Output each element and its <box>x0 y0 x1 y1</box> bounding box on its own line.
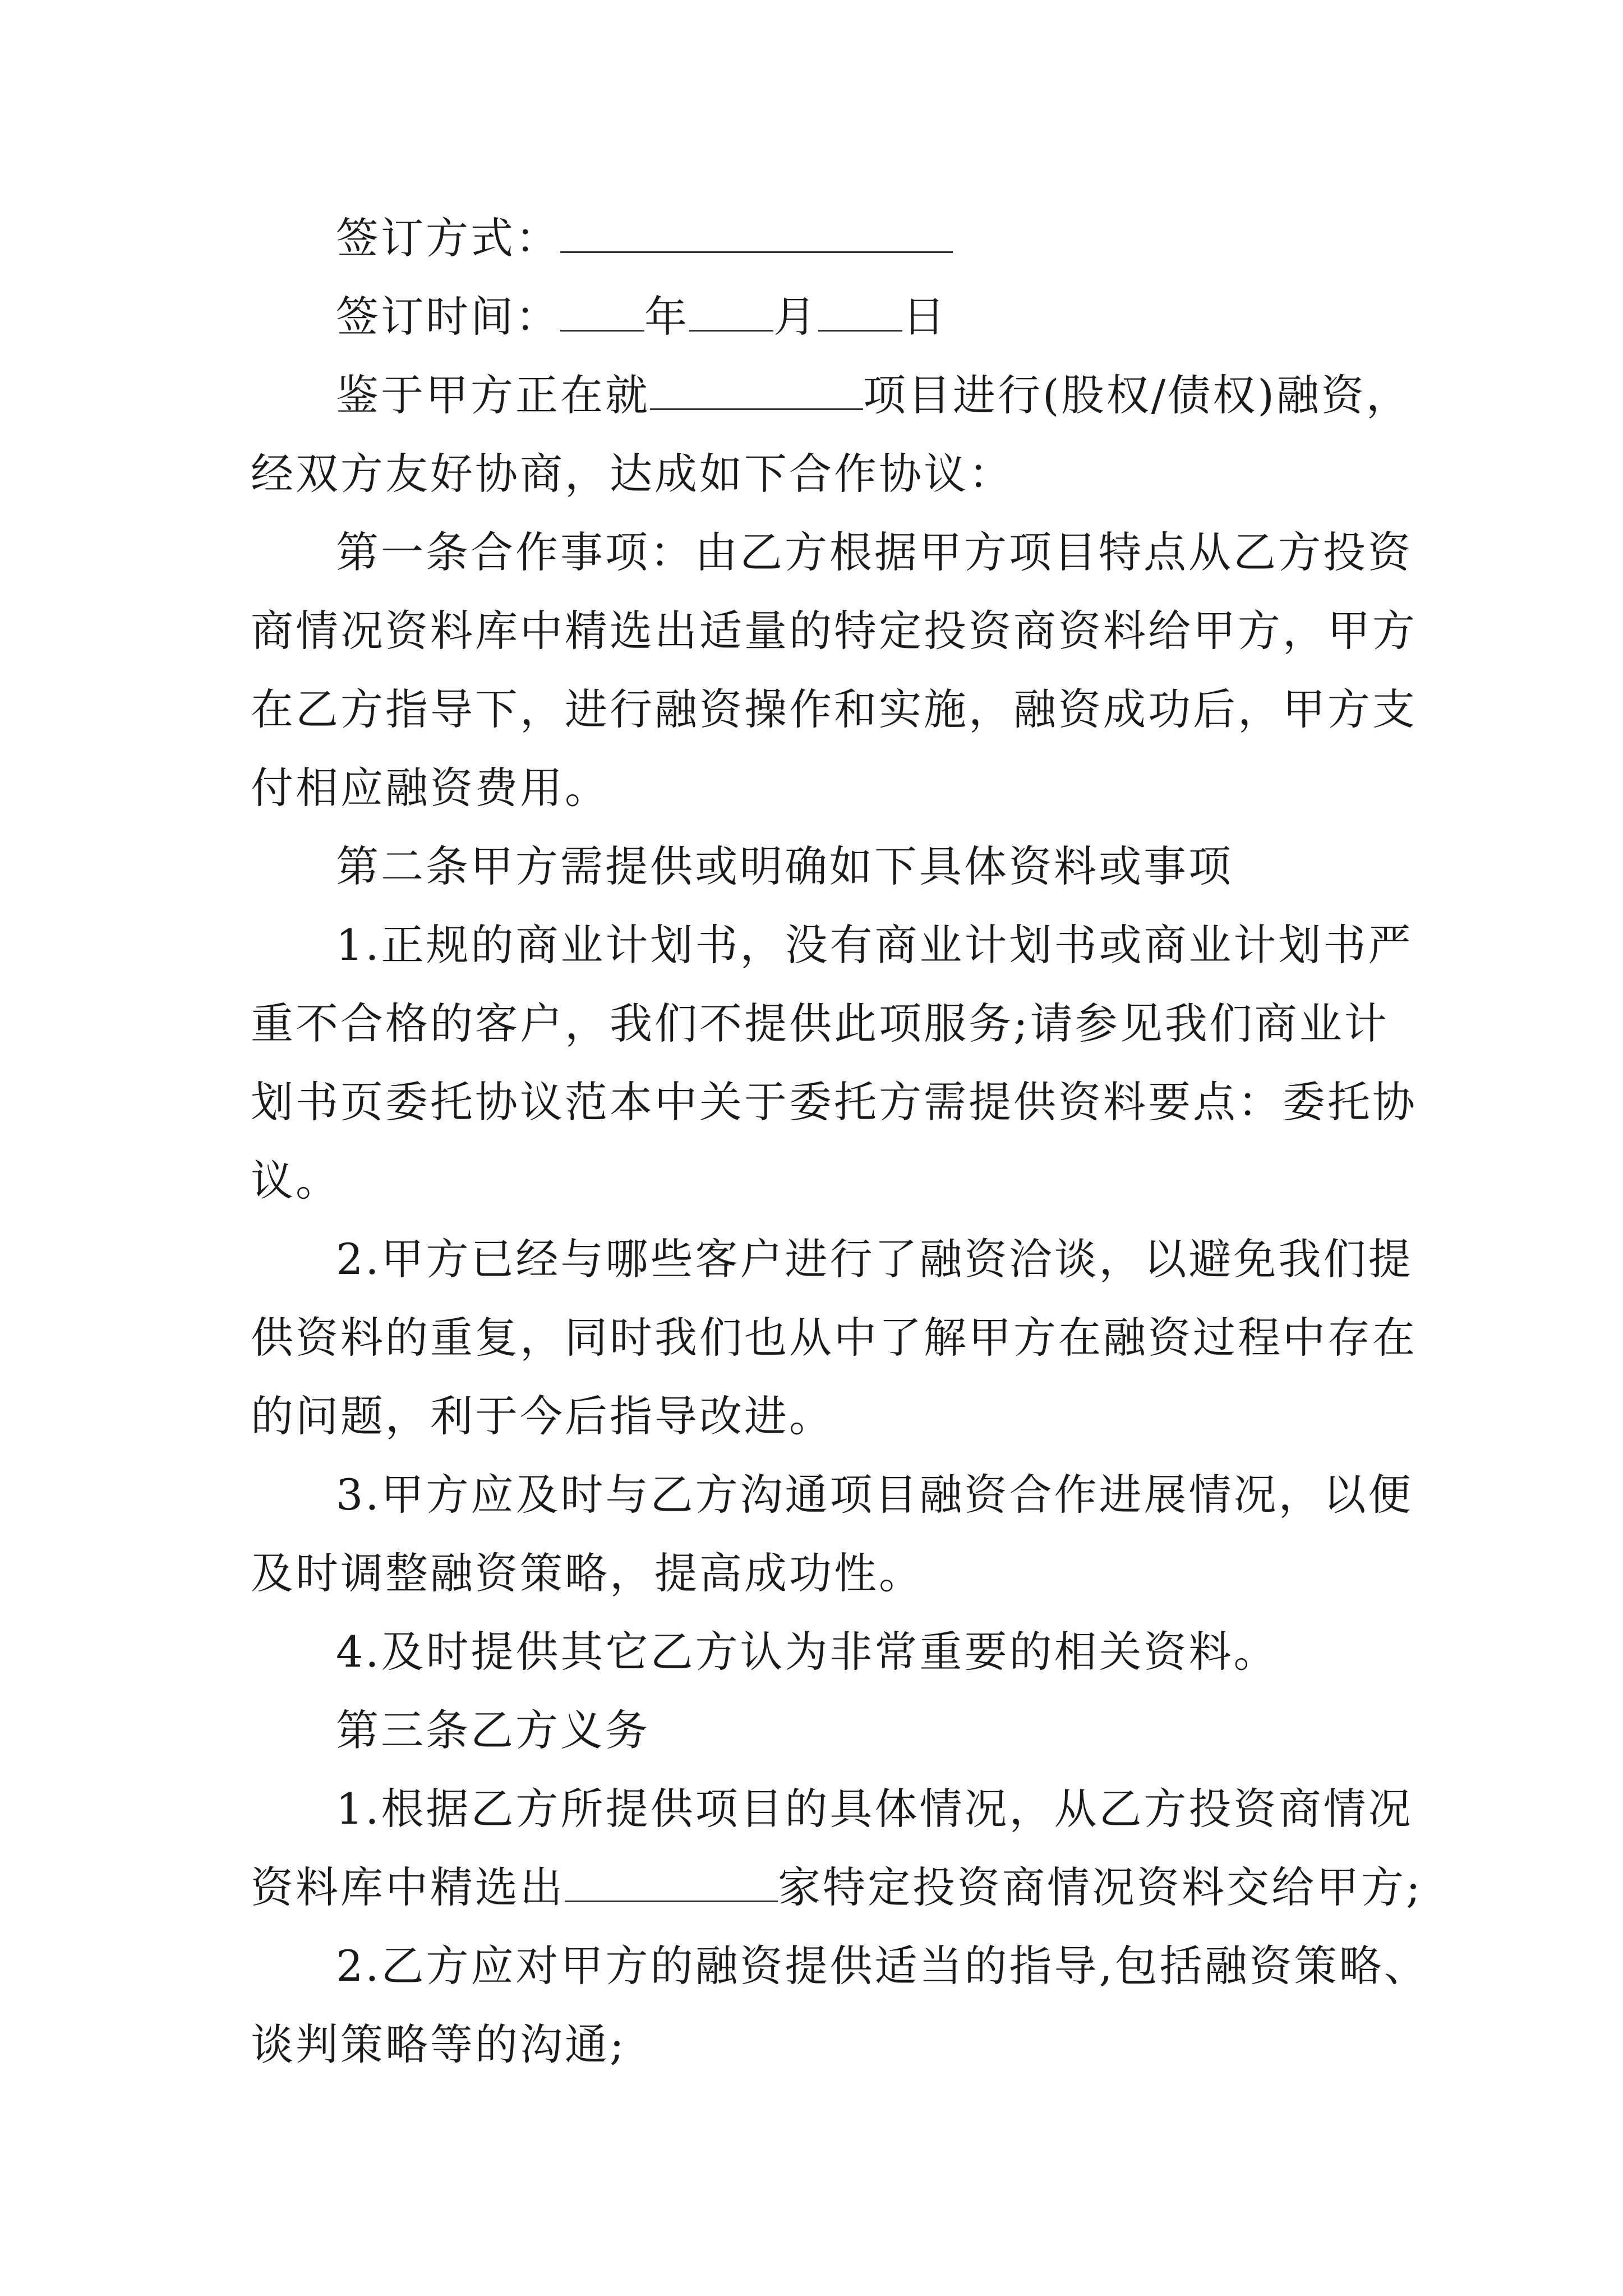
art3-item1-text-b: 资料库中精选出 <box>251 1862 565 1912</box>
sign-method-blank <box>560 212 953 253</box>
art3-title: 第三条乙方义务 <box>336 1705 650 1755</box>
art2-item1-line: 1.正规的商业计划书，没有商业计划书或商业计划书严 <box>336 920 1413 970</box>
art2-item3-line: 及时调整融资策略，提高成功性。 <box>251 1548 924 1598</box>
year-blank <box>560 291 644 332</box>
day-label: 日 <box>902 292 947 342</box>
art3-item1-text-c: 家特定投资商情况资料交给甲方; <box>778 1862 1423 1912</box>
art1-line: 在乙方指导下，进行融资操作和实施，融资成功后，甲方支 <box>251 684 1417 734</box>
art1-line: 付相应融资费用。 <box>251 763 610 813</box>
art2-item2-line: 供资料的重复，同时我们也从中了解甲方在融资过程中存在 <box>251 1313 1417 1363</box>
art3-item1-line <box>251 1848 1423 1927</box>
art3-item1-line: 1.根据乙方所提供项目的具体情况，从乙方投资商情况 <box>336 1784 1413 1834</box>
art3-item2-line: 谈判策略等的沟通; <box>251 2019 626 2069</box>
project-blank <box>650 369 863 410</box>
art2-title: 第二条甲方需提供或明确如下具体资料或事项 <box>336 841 1233 891</box>
sign-method-line <box>251 199 1384 278</box>
document-page <box>251 199 1429 2084</box>
art3-item2-line: 2.乙方应对甲方的融资提供适当的指导,包括融资策略、 <box>336 1941 1429 1991</box>
art2-item4-line: 4.及时提供其它乙方认为非常重要的相关资料。 <box>336 1627 1279 1677</box>
sign-time-line <box>251 278 1384 356</box>
art2-item1-line: 议。 <box>251 1156 340 1205</box>
art2-item2-line: 的问题，利于今后指导改进。 <box>251 1391 834 1441</box>
investor-count-blank <box>565 1861 778 1902</box>
art2-item3-line: 3.甲方应及时与乙方沟通项目融资合作进展情况，以便 <box>336 1470 1413 1520</box>
day-blank <box>818 291 902 332</box>
art2-item1-line: 重不合格的客户，我们不提供此项服务;请参见我们商业计 <box>251 999 1389 1048</box>
art1-line: 第一条合作事项：由乙方根据甲方项目特点从乙方投资 <box>336 527 1413 577</box>
art2-item2-line: 2.甲方已经与哪些客户进行了融资洽谈，以避免我们提 <box>336 1234 1413 1284</box>
month-blank <box>689 291 773 332</box>
intro-line-2: 经双方友好协商，达成如下合作协议： <box>251 449 1013 499</box>
art1-line: 商情况资料库中精选出适量的特定投资商资料给甲方，甲方 <box>251 606 1417 656</box>
intro-text-b: 项目进行(股权/债权)融资， <box>863 370 1411 420</box>
month-label: 月 <box>773 292 818 342</box>
year-label: 年 <box>644 292 689 342</box>
sign-method-label: 签订方式： <box>336 213 560 263</box>
art2-item1-line: 划书页委托协议范本中关于委托方需提供资料要点：委托协 <box>251 1077 1417 1127</box>
intro-line-1 <box>251 356 1411 435</box>
sign-time-label: 签订时间： <box>336 292 560 342</box>
intro-text-a: 鉴于甲方正在就 <box>336 370 650 420</box>
